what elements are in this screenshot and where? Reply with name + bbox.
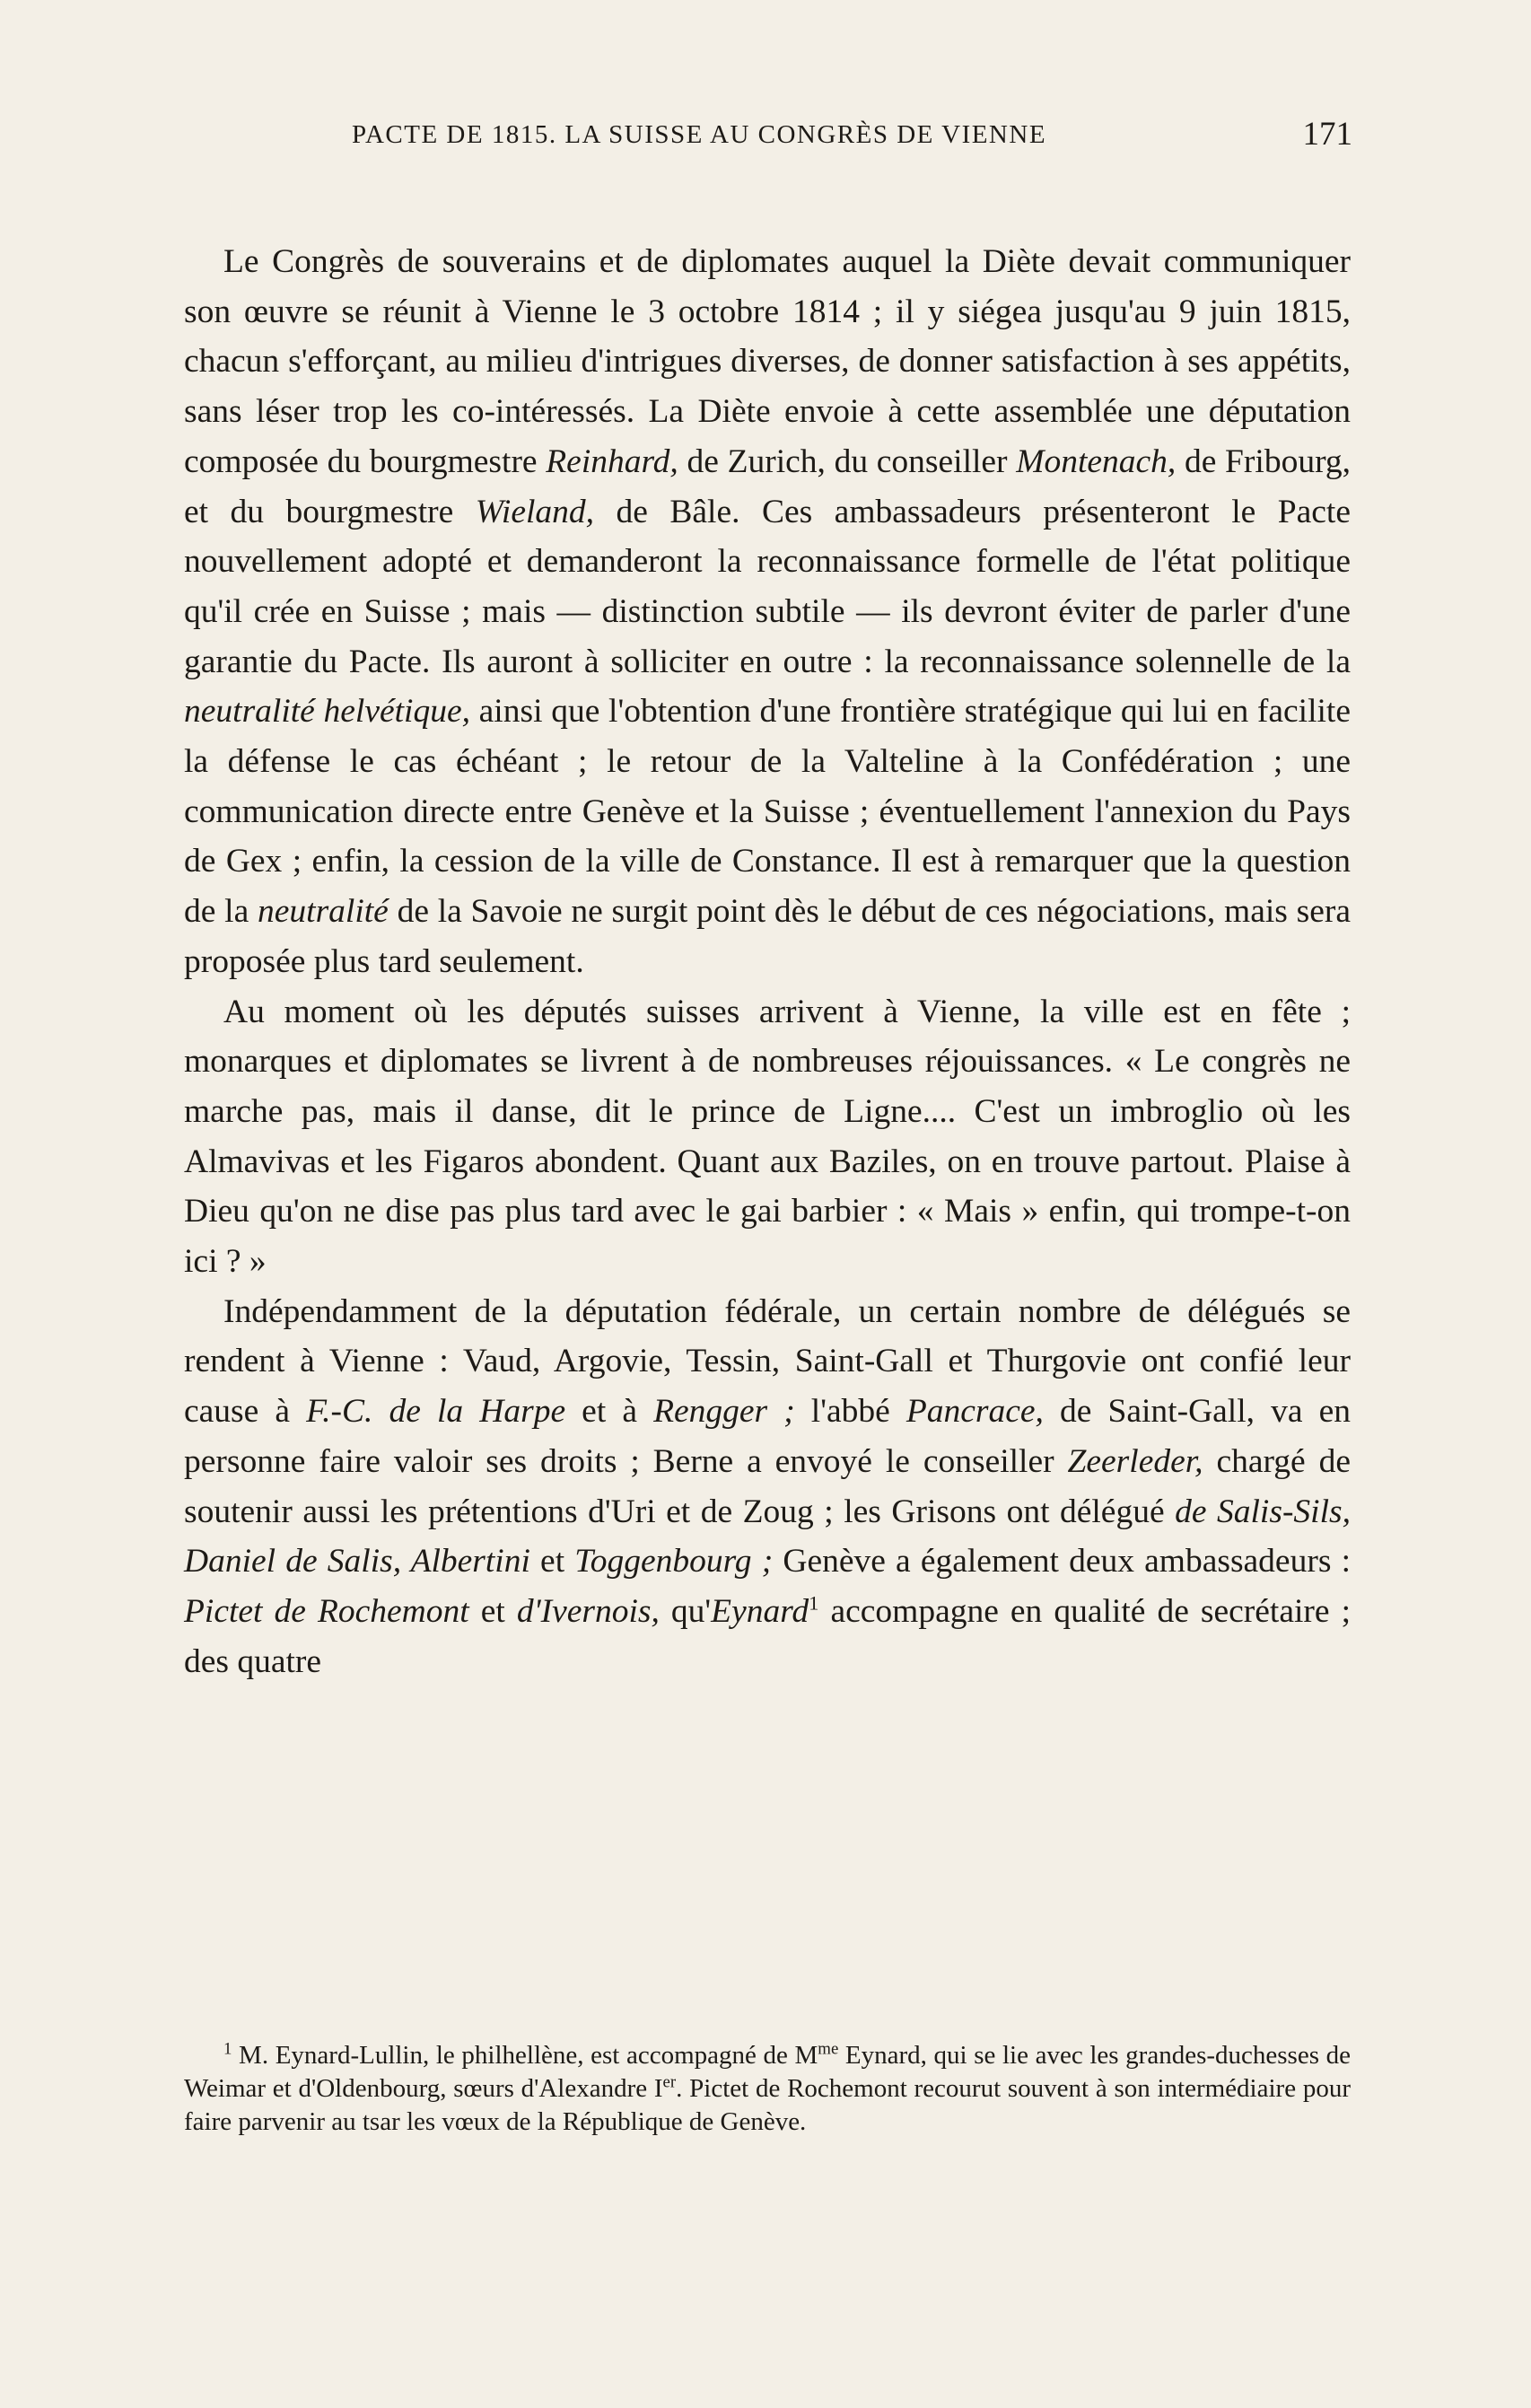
name-zeerleder: Zeerleder, xyxy=(1067,1442,1203,1480)
paragraph-1 xyxy=(184,237,1351,987)
name-eynard: Eynard xyxy=(711,1592,809,1630)
text-run: et xyxy=(529,1543,575,1581)
text-run: de Fribourg, et du bourgmestre xyxy=(184,442,1352,530)
text-run: Indépendamment de la députation fédérale, un certain nombre de délégués se rendent à Vienne : Vaud, Argovie, Tessin, Saint-Gall et Thurgovie ont confié leur cause à xyxy=(184,1292,1351,1431)
name-harpe: F.-C. de la Harpe xyxy=(306,1393,566,1431)
footnote-marker: 1 xyxy=(223,2039,232,2059)
main-text xyxy=(184,237,1351,1686)
name-wieland: Wieland, xyxy=(475,493,595,530)
paragraph-2: Au moment où les députés suisses arrivent à Vienne, la ville est en fête ; monarques et diplomates se livrent à de nombreuses réjouissances. « Le congrès ne marche pas, mais il danse, dit le prince de Ligne.... C'est un imbroglio où les Almavivas et les Figaros abondent. Quant aux Baziles, on en trouve partout. Plaise à Dieu qu'on ne dise pas plus tard avec le gai barbier : « Mais » enfin, qui trompe-t-on ici ? » xyxy=(184,993,1351,1281)
superscript: er xyxy=(662,2072,677,2092)
name-ivernois: d'Ivernois, xyxy=(516,1592,660,1630)
term-neutralite: neutralité xyxy=(258,893,389,931)
text-run: de Zurich, du conseiller xyxy=(678,442,1017,480)
running-title: PACTE DE 1815. LA SUISSE AU CONGRÈS DE VIENNE xyxy=(352,120,1047,149)
paragraph-3 xyxy=(184,1287,1351,1687)
name-toggenbourg: Toggenbourg ; xyxy=(574,1543,774,1581)
footnote-ref: 1 xyxy=(809,1591,819,1615)
text-run: de Saint-Gall, va en personne faire valoir ses droits ; Berne a envoyé le conseiller xyxy=(184,1393,1351,1480)
name-pancrace: Pancrace, xyxy=(905,1393,1044,1431)
superscript: me xyxy=(818,2039,839,2059)
text-run: chargé de soutenir aussi les prétentions d'Uri et de Zoug ; les Grisons ont délégué xyxy=(184,1442,1352,1530)
text-run: ainsi que l'obtention d'une frontière stratégique qui lui en facilite la défense le cas échéant ; le retour de la Valteline à la Confédération ; une communication directe entre Genève et la Suisse ; éventuellement l'annexion du Pays de Gex ; enfin, la cession de la ville de Constance. Il est à remarquer que la question de la xyxy=(184,693,1351,931)
term-neutralite-helvetique: neutralité helvétique, xyxy=(184,693,470,731)
footnote xyxy=(184,2039,1351,2139)
names-grisons-delegates: de Salis-Sils, Daniel de Salis, Albertini xyxy=(184,1493,1351,1581)
page-number: 171 xyxy=(1302,116,1352,153)
footnote-text xyxy=(184,2039,1351,2139)
name-pictet: Pictet de Rochemont xyxy=(184,1592,469,1630)
name-reinhard: Reinhard, xyxy=(546,442,678,480)
running-header xyxy=(352,115,1352,162)
text-run: de la Savoie ne surgit point dès le début de ces négociations, mais sera proposée plus tard seulement. xyxy=(184,893,1351,980)
text-run: Genève a également deux ambassadeurs : xyxy=(773,1543,1351,1581)
name-montenach: Montenach, xyxy=(1016,442,1177,480)
text-run: accompagne en qualité de secrétaire ; des quatre xyxy=(184,1592,1351,1680)
text-run: M. Eynard-Lullin, le philhellène, est accompagné de M xyxy=(232,2041,818,2070)
text-run: Eynard, qui se lie avec les grandes-duchesses de Weimar et d'Oldenbourg, sœurs d'Alexandre I xyxy=(184,2041,1351,2103)
text-run: de Bâle. Ces ambassadeurs présenteront le Pacte nouvellement adopté et demanderont la reconnaissance formelle de l'état politique qu'il crée en Suisse ; mais — distinction subtile — ils devront éviter de parler d'une garantie du Pacte. Ils auront à solliciter en outre : la reconnaissance solennelle de la xyxy=(184,493,1351,680)
name-rengger: Rengger ; xyxy=(653,1393,795,1431)
text-run: Le Congrès de souverains et de diplomates auquel la Diète devait communiquer son œuvre se réunit à Vienne le 3 octobre 1814 ; il y siégea jusqu'au 9 juin 1815, chacun s'efforçant, au milieu d'intrigues diverses, de donner satisfaction à ses appétits, sans léser trop les co-intéressés. La Diète envoie à cette assemblée une députation composée du bourgmestre xyxy=(184,243,1351,480)
text-run: . Pictet de Rochemont recourut souvent à son intermédiaire pour faire parvenir au tsar les vœux de la République de Genève. xyxy=(184,2074,1351,2136)
text-run: qu' xyxy=(659,1592,712,1630)
text-run: l'abbé xyxy=(794,1393,906,1431)
text-run: et à xyxy=(565,1393,654,1431)
text-run: et xyxy=(468,1592,517,1630)
